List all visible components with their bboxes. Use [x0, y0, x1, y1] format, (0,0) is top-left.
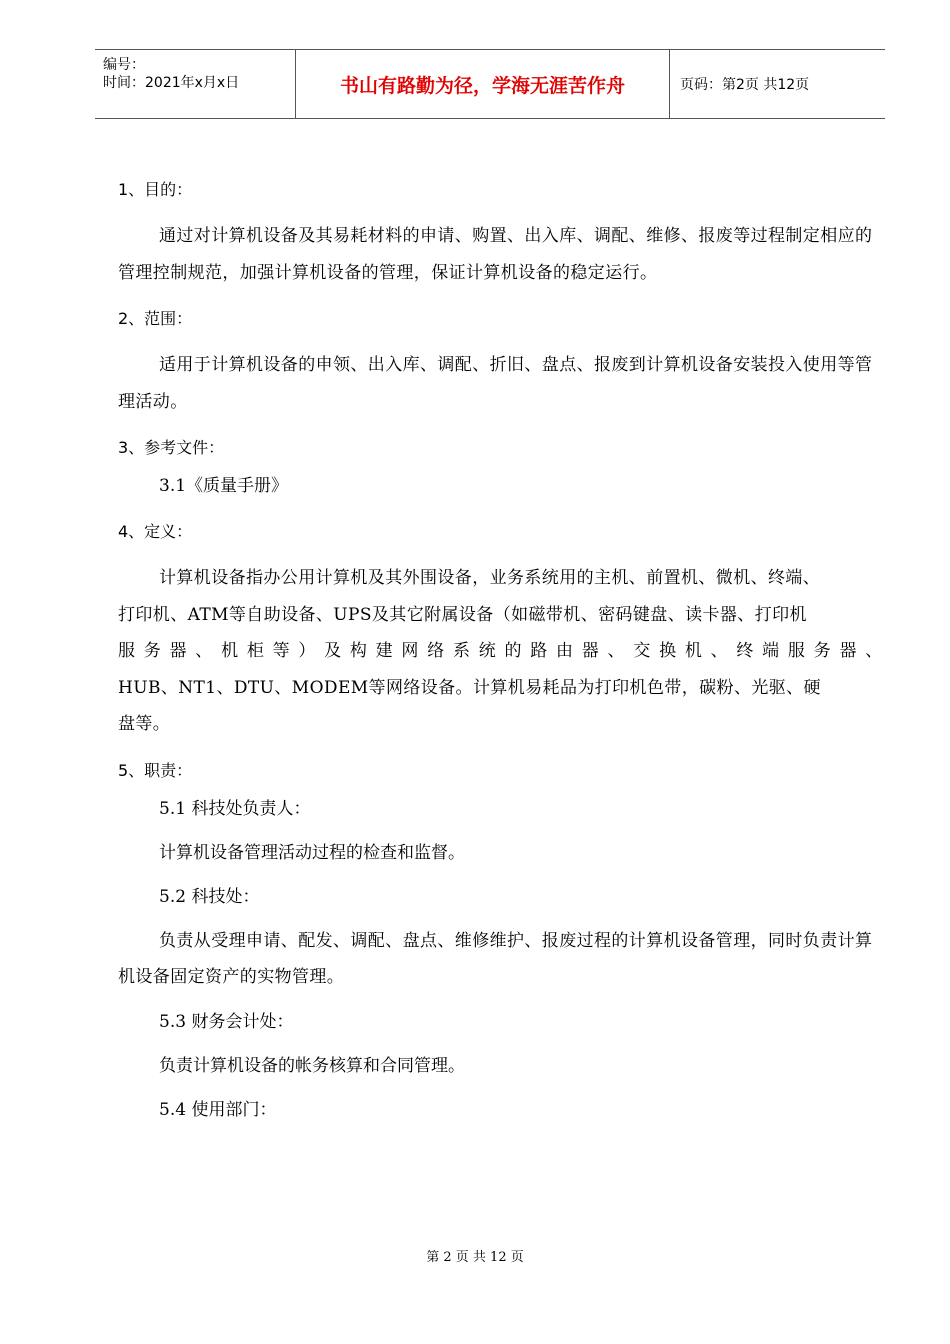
- spaced-char: 、: [710, 641, 729, 661]
- spaced-char: 终: [736, 641, 754, 661]
- spaced-char: 等: [272, 641, 290, 661]
- doc-number-label: 编号：: [103, 57, 145, 73]
- spaced-char: 路: [530, 641, 548, 661]
- spaced-char: 的: [504, 641, 522, 661]
- spaced-char: 网: [401, 641, 419, 661]
- section-4-line-1: 计算机设备指办公用计算机及其外围设备，业务系统用的主机、前置机、微机、终端、: [159, 568, 821, 588]
- document-body: [118, 170, 883, 1136]
- header-motto-cell: [296, 50, 670, 118]
- spaced-char: 器: [169, 641, 187, 661]
- spaced-char: 、: [865, 641, 883, 661]
- section-3-item: 3.1《质量手册》: [159, 476, 289, 496]
- spaced-char: 服: [787, 641, 806, 661]
- page-header: [95, 49, 885, 119]
- section-2-body: 适用于计算机设备的申领、出入库、调配、折旧、盘点、报废到计算机设备安装投入使用等管理活动。: [118, 355, 873, 412]
- section-1-heading: 1、目的：: [118, 180, 193, 199]
- spaced-char: 、: [607, 641, 625, 661]
- section-4-line-3: [118, 633, 883, 670]
- spaced-char: 柜: [246, 641, 265, 661]
- spaced-char: ）: [298, 641, 316, 661]
- spaced-char: 务: [143, 641, 162, 661]
- page-footer: 第 2 页 共 12 页: [426, 1250, 524, 1265]
- section-5-2-body: 负责从受理申请、配发、调配、盘点、维修维护、报废过程的计算机设备管理，同时负责计算机设备固定资产的实物管理。: [118, 930, 873, 987]
- spaced-char: 构: [349, 641, 368, 661]
- section-5-2-title: 5.2 科技处：: [159, 886, 260, 907]
- header-page-code: 页码：第2页 共12页: [680, 77, 810, 93]
- section-5-4-title: 5.4 使用部门：: [159, 1099, 277, 1120]
- section-4-line-4: HUB、NT1、DTU、MODEM等网络设备。计算机易耗品为打印机色带，碳粉、光驱、硬: [118, 677, 821, 698]
- spaced-char: 、: [195, 641, 213, 661]
- spaced-char: 务: [813, 641, 832, 661]
- spaced-char: 由: [556, 641, 574, 661]
- section-5-1-body: 计算机设备管理活动过程的检查和监督。: [159, 842, 465, 863]
- spaced-char: 服: [118, 641, 136, 661]
- header-motto: 书山有路勤为径，学海无涯苦作舟: [339, 74, 625, 97]
- spaced-char: 络: [427, 641, 445, 661]
- section-5-1-title: 5.1 科技处负责人：: [159, 798, 311, 819]
- section-3-heading: 3、参考文件：: [118, 438, 225, 457]
- spaced-char: 交: [633, 641, 651, 661]
- spaced-char: 端: [762, 641, 780, 661]
- section-4-line-2: 打印机、ATM等自助设备、UPS及其它附属设备（如磁带机、密码键盘、读卡器、打印机: [118, 604, 807, 625]
- section-4-line-5: 盘等。: [118, 714, 171, 734]
- spaced-char: 建: [375, 641, 394, 661]
- spaced-char: 器: [581, 641, 600, 661]
- section-2-heading: 2、范围：: [118, 309, 193, 328]
- section-5-3-title: 5.3 财务会计处：: [159, 1011, 294, 1032]
- spaced-char: 及: [324, 641, 342, 661]
- section-4-heading: 4、定义：: [118, 522, 193, 541]
- spaced-char: 机: [221, 641, 239, 661]
- spaced-char: 换: [659, 641, 677, 661]
- section-5-heading: 5、职责：: [118, 760, 193, 780]
- section-1-body: 通过对计算机设备及其易耗材料的申请、购置、出入库、调配、维修、报废等过程制定相应的管理控制规范，加强计算机设备的管理，保证计算机设备的稳定运行。: [118, 226, 873, 283]
- spaced-char: 统: [478, 641, 497, 661]
- doc-time-label: 时间：2021年x月x日: [103, 75, 240, 91]
- header-page-cell: [670, 50, 885, 118]
- header-meta: [95, 50, 296, 118]
- section-5-3-body: 负责计算机设备的帐务核算和合同管理。: [159, 1055, 465, 1076]
- spaced-char: 器: [839, 641, 857, 661]
- spaced-char: 机: [684, 641, 703, 661]
- spaced-char: 系: [452, 641, 471, 661]
